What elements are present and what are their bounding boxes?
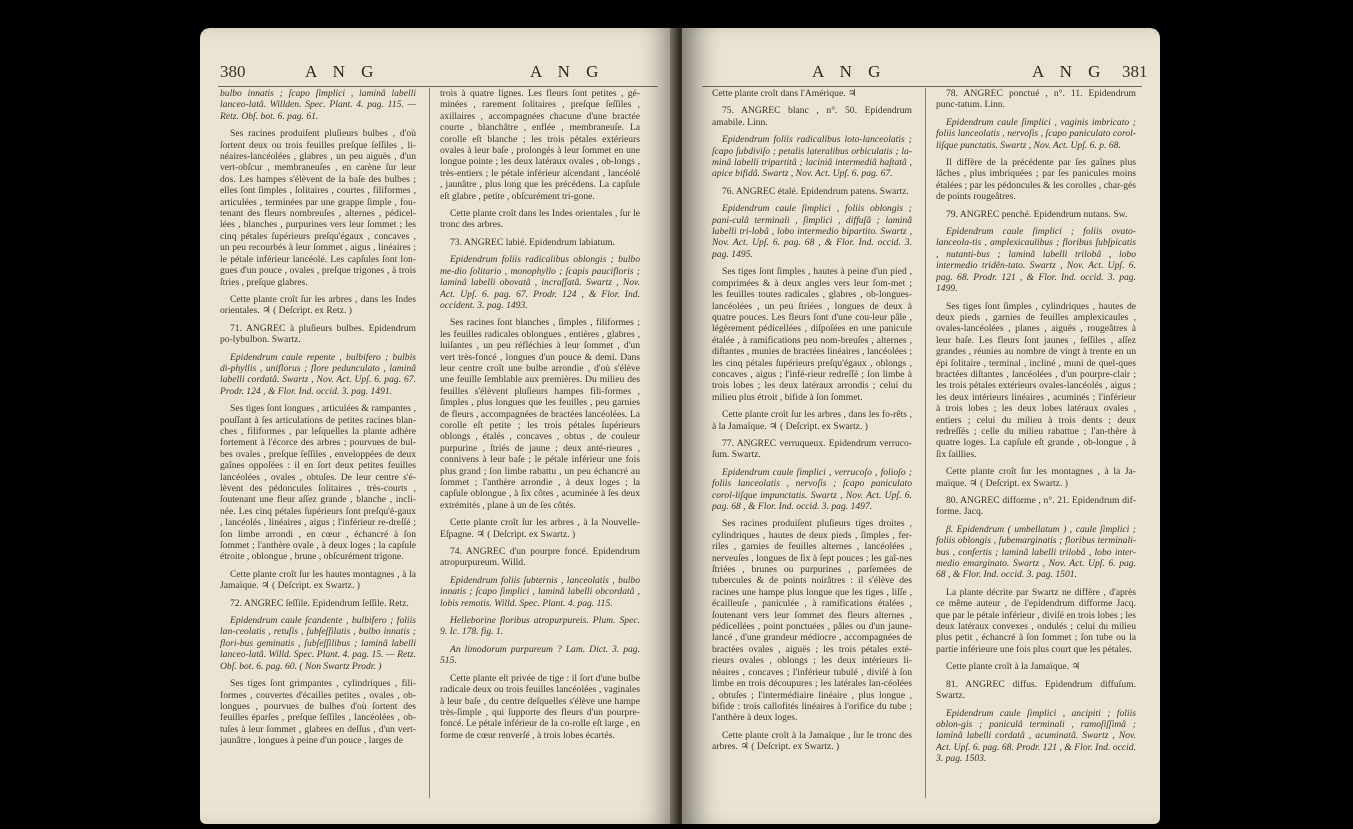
entry-heading: 74. ANGREC d'un pourpre foncé. Epidendrum atropurpureum. Willd.: [440, 546, 640, 569]
paragraph: Cette plante croît dans les Indes orientales , ſur le tronc des arbres.: [440, 208, 640, 231]
paragraph: Epidendrum caule ſimplici , vaginis imbricato ; foliis lanceolatis , nervoſis , ſcapo paniculato corol-liſque punctatis. Swartz , Nov. Act. Upſ. 6. p. 68.: [936, 116, 1136, 151]
entry-heading: 80. ANGREC difforme , n°. 21. Epidendrum dif-forme. Jacq.: [936, 495, 1136, 518]
paragraph: Epidendrum foliis ſubternis , lanceolatis , bulbo innatis ; ſcapo ſimplici , laminâ labelli obcordatâ , lobis remotis. Willd. Spec. Plant. 4. pag. 115.: [440, 574, 640, 609]
entry-heading: 72. ANGREC ſeſſile. Epidendrum ſeſſile. Retz.: [230, 597, 409, 609]
paragraph: Ses racines ſont blanches , ſimples , filiformes ; les feuilles radicales oblongues , entières , glabres , luiſantes , un peu réfléchies à leur ſommet , d'un vert très-foncé , longues d'un pouce & demi. Dans leur centre croît une bulbe arrondie , d'où s'élève une feuille ſemblable aux premières. Du milieu des feuilles s'élèvent pluſieurs hampes fili-formes , ſimples , plus longues que les feuilles , peu garnies de fleurs , accompagnées de bractées lancéolées. La corolle eſt petite ; les trois pétales ſupérieurs oblongs , étalés , concaves , obtus , de couleur purpurine , ſtriés de jaune ; deux anté-rieures , connivens à leur baſe ; le pétale inférieur une fois plus grand ; ſon limbe rabattu , un peu échancré au ſommet ; l'anthère arrondie , à deux loges ; la capſule oblongue , à ſix côtes , acuminée à ſes deux extrémités , plane à un de ſes côtés.: [440, 317, 640, 511]
header-rule: [702, 86, 1142, 87]
paragraph: Ses tiges ſont grimpantes , cylindriques , fili-formes , couvertes d'écailles petites , ovales , ob-longues , pourvues de bulbes d'où ſortent des feuilles éparſes , preſque ſeſſiles , lancéolées , ob-tuſes à leur ſommet , glabres en deſſus , d'un vert-jaunâtre , longues à peine d'un pouce , larges de: [220, 678, 416, 747]
open-book: [200, 28, 1160, 824]
paragraph: Epidendrum caule ſimplici , foliis oblongis ; pani-culâ terminali , ſimplici , diffuſâ ; laminâ labelli tri-lobâ , lobo intermedio bipartito. Swartz , Nov. Act. Upſ. 6. pag. 68 , & Flor. Ind. occid. 3. pag. 1495.: [712, 203, 912, 260]
paragraph: Epidendrum foliis radicalibus oblongis ; bulbo me-dio ſolitario , monophyllo ; ſcapis paucifloris ; laminâ labelli obovatâ , incraſſatâ. Swartz , Nov. Act. Upſ. 6. pag. 67. Prodr. 124 , & Flor. Ind. occident. 3. pag. 1493.: [440, 254, 640, 311]
paragraph: Cette plante croît ſur les montagnes , à la Ja-maïque. ♃ ( Deſcript. ex Swartz. ): [936, 466, 1136, 489]
header-rule: [218, 86, 658, 87]
entry-heading: 76. ANGREC étalé. Epidendrum patens. Swartz.: [722, 185, 909, 197]
paragraph: bulbo innatis ; ſcapo ſimplici , laminâ labelli lanceo-latâ. Willden. Spec. Plant. 4. pag. 115. — Retz. Obſ. bot. 6. pag. 61.: [220, 88, 416, 122]
left-column-2: [440, 88, 640, 747]
paragraph: Epidendrum caule ſimplici ; foliis ovato-lanceola-tis , amplexicaulibus ; floribus ſubſpicatis , nutanti-bus ; laminâ labelli trilobâ , lobo intermedio tridên-tato. Swartz , Nov. Act. Upſ. 6. pag. 68. Prodr. 121 , & Flor. Ind. occid. 3. pag. 1499.: [936, 226, 1136, 295]
paragraph: Cette plante croît ſur les hautes montagnes , à la Jamaïque. ♃ ( Deſcript. ex Swartz. ): [220, 568, 416, 592]
page-number: 381: [1122, 62, 1148, 81]
paragraph: Ses racines produiſent pluſieurs tiges droites , cylindriques , hautes de deux pieds , ſimples , fer-riles , garnies de feuilles alternes , lancéolées , nerveuſes , longues de ſix à ſept pouces ; les gaî-nes ſtriées , brunes ou purpurines , parſemées de tubercules & de points noirâtres : il s'élève des racines une hampe plus longue que les tiges , liſſe , écailleuſe , paniculée , à ramifications étalées , ſoutenant vers leur ſommet des fleurs alternes , pédicellées , point ponctuées , pâles ou d'un jaune-lancé , d'une grandeur médiocre , accompagnées de bractées ovales , aiguës ; les trois pétales exté-rieurs ovales , oblongs ; les deux intérieurs li-néaires , concaves ; l'inférieur tubulé , diviſé à ſon limbe en trois découpures ; les latérales lan-céolées , obtuſes ; l'intermédiaire linéaire , plus longue , bifide : trois callofités linéaires à l'orifice du tube ; l'anthère à deux loges.: [712, 518, 912, 724]
paragraph: An limodorum purpureum ? Lam. Dict. 3. pag. 515.: [440, 643, 640, 667]
right-column-1: [712, 88, 912, 759]
left-page: [200, 28, 678, 824]
paragraph: Cette plante croît ſur les arbres , à la Nouvelle-Eſpagne. ♃ ( Deſcript. ex Swartz. ): [440, 517, 640, 540]
entry-heading: 75. ANGREC blanc , n°. 50. Epidendrum amabile. Linn.: [712, 105, 912, 128]
paragraph: Cette plante eſt privée de tige : il ſort d'une bulbe radicale deux ou trois feuilles lancéolées , vaginales à leur baſe , du centre deſquelles s'élève une hampe très-ſimple , qui ſupporte des fleurs d'un pourpre-foncé. Le pétale inférieur de la co-rolle eſt large , en forme de cœur renverſé , à trois lobes écartés.: [440, 672, 640, 741]
running-head-right: A N G: [1032, 62, 1107, 81]
paragraph: Ses racines produiſent pluſieurs bulbes , d'où ſortent deux ou trois feuilles preſque ſeſſiles , li-néaires-lancéolées , glabres , un peu aiguës , d'un vert-obſcur , membraneuſes , en carène ſur leur dos. Les hampes s'élèvent de la baſe des bulbes ; elles ſont ſimples , ſolitaires , courtes , filiformes , articulées , terminées par une grappe ſimple , fou-tenant des fleurs nombreuſes , alternes , pédicel-lées , blanches , purpurines vers leur ſommet ; les cinq pétales ſupérieurs preſqu'égaux , concaves , un peu recourbés à leur ſommet , aigus , linéaires ; le pétale inférieur lancéolé. Les capſules ſont lon-gues d'un pouce , ovales , preſque trigones , à trois ſtries , preſque glabres.: [220, 128, 416, 288]
paragraph: Ses tiges ſont ſimples , hautes à peine d'un pied , comprimées & à deux angles vers leur ſom-met ; les feuilles toutes radicales , glabres , ob-longues-lancéolées , un peu ſtriées , longues de deux à quatre pouces. Les fleurs ſont d'une cou-leur pâle , légèrement pédicellées , diſpoſées en une panicule étalée , à ramifications peu nom-breuſes , alternes , diſtantes , munies de bractées linéaires , lancéolées ; les cinq pétales ſupérieurs preſqu'égaux , oblongs , concaves , aigus ; l'infé-rieur redreſſé ; ſon limbe à trois lobes ; les deux latéraux arrondis ; celui du milieu plus étroit , bifide à ſon ſommet.: [712, 266, 912, 403]
running-head-left: A N G: [305, 62, 380, 81]
paragraph: Cette plante croît ſur les arbres , dans les fo-rêts , à la Jamaïque. ♃ ( Deſcript. ex Swartz. ): [712, 409, 912, 432]
running-head-right: A N G: [530, 62, 605, 81]
entry-heading: 78. ANGREC ponctué , n°. 11. Epidendrum punc-tatum. Linn.: [936, 88, 1136, 111]
paragraph: Ses tiges ſont ſimples , cylindriques , hautes de deux pieds , garnies de feuilles amplexicaules , ovales-lancéolées , planes , aiguës , rougeâtres à leur baſe. Les fleurs ſont jaunes , ſeſſiles , aſſez grandes , réunies au nombre de vingt à trente en un épi ſolitaire , terminal , incliné , muni de quel-ques bractées diſtantes , lancéolées , d'un pourpre-clair ; les trois pétales extérieurs ovales-lancéolés , aigus ; les deux intérieurs linéaires , acuminés ; l'inférieur à trois lobes ; les deux lobes latéraux ovales , entiers ; celui du milieu à trois dents ; deux redreſſés ; celle du milieu rabattue ; l'an-thère à quatre loges. La capſule eſt grande , ob-longue , à ſix ſaillies.: [936, 300, 1136, 460]
paragraph: Epidendrum caule ſcandente , bulbifero ; foliis lan-ceolatis , retuſis , ſubſeſſilatis , bulbo innatis ; flori-bus geminatis , ſubſeſſilibus ; laminâ labelli lanceo-latâ. Willd. Spec. Plant. 4. pag. 15. — Retz. Obſ. bot. 6. pag. 60. ( Non Swartz Prodr. ): [220, 615, 416, 672]
paragraph: Helleborine floribus atropurpureis. Plum. Spec. 9. Ic. 178. fig. 1.: [440, 615, 640, 638]
right-column-2: [936, 88, 1136, 771]
paragraph: Epidendrum caule ſimplici , ancipiti ; foliis oblon-gis ; paniculâ terminali , ramoſiſſimâ ; laminâ labelli cordatâ , acuminatâ. Swartz , Nov. Act. Upſ. 6. pag. 68. Prodr. 121 , & Flor. Ind. occid. 3. pag. 1503.: [936, 707, 1136, 765]
entry-heading: 73. ANGREC labié. Epidendrum labiatum.: [450, 236, 615, 248]
entry-heading: 71. ANGREC à pluſieurs bulbes. Epidendrum po-lybulbon. Swartz.: [220, 322, 416, 346]
entry-heading: 79. ANGREC penché. Epidendrum nutans. Sw.: [946, 208, 1128, 220]
paragraph: trois à quatre lignes. Les fleurs ſont petites , gé-minées , rarement ſolitaires , preſque ſeſſiles , axillaires , accompagnées chacune d'une bractée courte , blanchâtre , enflée , membraneuſe. La corolle eſt blanche ; les trois pétales extérieurs ovales à leur baſe , prolongés à leur ſommet en une longue pointe ; les deux latéraux ovales , ob-longs , très-entiers ; le pétale inférieur aſcendant , lancéolé , jaunâtre , plus long que les précédens. La capſule eſt glabre , petite , obſcurément tri-gone.: [440, 88, 640, 202]
left-column-1: [220, 88, 416, 753]
entry-heading: 77. ANGREC verruqueux. Epidendrum verruco-ſum. Swartz.: [712, 437, 912, 461]
paragraph: Il diffère de la précédente par ſes gaînes plus lâches , plus imbriquées ; par ſes panicules moins étalées ; par les pédoncules & les corolles , char-gés de points rougeâtres.: [936, 157, 1136, 203]
paragraph: La plante décrite par Swartz ne diffère , d'après ce même auteur , de l'epidendrum difforme Jacq. que par le pétale inférieur , diviſé en trois lobes ; les deux latéraux convexes , ondulés ; celui du milieu plus petit , échancré à ſon ſommet ; ſon tube ou la partie inférieure une fois plus court que les pétales.: [936, 586, 1136, 655]
paragraph: Cette plante croît ſur les arbres , dans les Indes orientales. ♃ ( Deſcript. ex Retz. ): [220, 293, 416, 317]
paragraph: Ses tiges ſont longues , articulées & rampantes , pouſſant à ſes articulations de petites racines blan-ches , filiformes , par leſquelles la plante adhère fortement à l'écorce des arbres ; pourvues de bul-bes ovales , preſque ſeſſiles , enveloppées de deux gaînes oppoſées : il en ſort deux petites feuilles lancéolées , ovales , obtuſes. De leur centre s'é-lèvent des pédoncules ſolitaires , très-courts , ſoutenant une fleur aſſez grande , blanche , incli-née. Les cinq pétales ſupérieurs ſont preſqu'é-gaux , lancéolés , linéaires , aigus ; l'inférieur re-dreſſé ; ſon limbe arrondi , en cœur , échancré à ſon ſommet ; l'anthère ovale , à deux loges ; la capſule étroite , oblongue , brune , obſcurément trigone.: [220, 403, 416, 563]
page-number: 380: [220, 62, 246, 81]
column-divider: [925, 88, 926, 798]
paragraph: β. Epidendrum ( umbellatum ) , caule ſimplici ; foliis oblongis , ſubemarginatis ; floribus terminali-bus , confertis ; laminâ labelli trilobâ , lobo inter-medio emarginato. Swartz , Nov. Act. Upſ. 6. pag. 68 , & Flor. Ind. occid. 3. pag. 1501.: [936, 523, 1136, 581]
paragraph: Cette plante croît dans l'Amérique. ♃: [712, 88, 857, 99]
paragraph: Epidendrum caule ſimplici , verrucoſo , folioſo ; foliis lanceolatis , nervoſis ; ſcapo paniculato corol-liſque impunctatis. Swartz , Nov. Act. Upſ. 6. pag. 68 , & Flor. Ind. occid. 3. pag. 1497.: [712, 466, 912, 512]
paragraph: Cette plante croît à la Jamaïque , ſur le tronc des arbres. ♃ ( Deſcript. ex Swartz. ): [712, 729, 912, 753]
paragraph: Cette plante croît à la Jamaïque. ♃: [946, 661, 1081, 673]
column-divider: [429, 88, 430, 798]
running-head-left: A N G: [812, 62, 887, 81]
paragraph: Epidendrum foliis radicalibus loto-lanceolatis ; ſcapo ſubdiviſo ; petalis lateralibus orbiculatis ; la-minâ labelli tripartitâ ; laciniâ intermediâ haſtatâ , apice bifidâ. Swartz , Nov. Act. Upſ. 6. pag. 67.: [712, 134, 912, 180]
paragraph: Epidendrum caule repente , bulbifero ; bulbis di-phyllis , uniflorus ; flore pedunculato , laminâ labelli cordatâ. Swartz , Nov. Act. Upſ. 6. pag. 67. Prodr. 124 , & Flor. Ind. occid. 3. pag. 1491.: [220, 351, 416, 397]
right-page: [682, 28, 1160, 824]
entry-heading: 81. ANGREC diffus. Epidendrum diffuſum. Swartz.: [936, 678, 1136, 702]
